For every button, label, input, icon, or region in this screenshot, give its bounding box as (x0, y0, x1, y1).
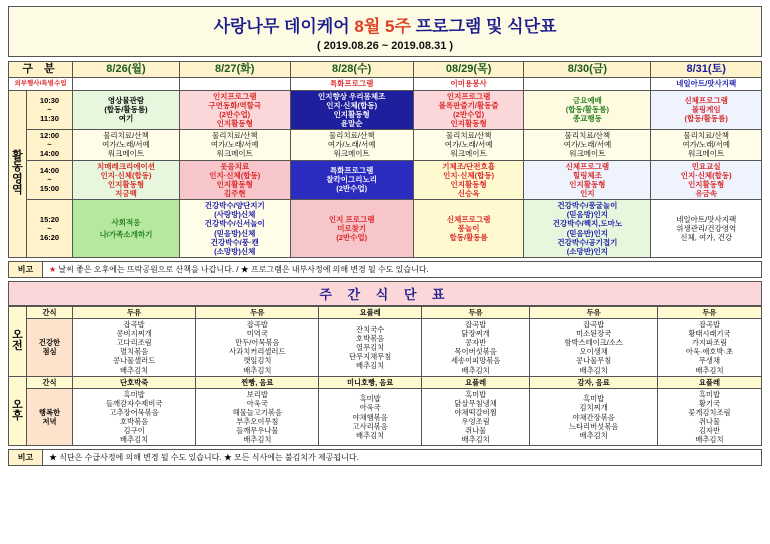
title-prefix: 사랑나무 데이케어 (213, 17, 355, 36)
program-cell-3-4: 건강박수/풍굴놀이 (믿음방)인지 건강박수/짹지,도마노 (믿음반)인지 건강박수/공기접기 (소망반)인지 (524, 200, 651, 258)
meal-section-label-1: 오 후 (9, 376, 27, 446)
title-accent: 8월 5주 (354, 17, 411, 36)
meal-main-1-5: 흑미밥 황기국 꽃게김치조림 쥐나물 김자반 배추김치 (657, 388, 761, 446)
meal-main-0-5: 잡곡밥 황태시래기국 가지파조림 아욱·애호박·초 무생채 배추김치 (657, 319, 761, 377)
meal-table-heading: 주 간 식 단 표 (8, 281, 762, 306)
program-cell-1-3: 물리치료/산책 여가/노래/서예 워크메이트 (413, 130, 524, 160)
meal-snack-0-4: 두유 (530, 306, 657, 318)
meal-note-text (43, 450, 761, 465)
meal-snack-1-0: 단호박죽 (73, 376, 196, 388)
meal-body (9, 306, 762, 446)
program-cell-2-0: 치매레크리에이션 인지·신체(합동) 인지활동형 지긍백 (73, 160, 180, 200)
program-note-text: ★ 날씨 좋은 오후에는 뜨락공원으로 산책을 나갑니다. / ★ 프로그램은 내부사정에 의해 변경 될 수도 있습니다. (49, 264, 429, 274)
meal-main-0-0: 잡곡밥 콩비지찌개 고다리조림 멸치볶음 콩나물샐러드 배추김치 (73, 319, 196, 377)
meal-snack-1-4: 감자, 음료 (530, 376, 657, 388)
meal-main-1-4: 흑미밥 김치찌개 야채간장볶음 느타리버섯볶음 배추김치 (530, 388, 657, 446)
program-cell-0-2: 인지향상 우리몸체조 인지·신체(합동) 인지활동형 윤말순 (290, 90, 413, 130)
program-cell-2-2: 특화프로그램 찰칵이그리노리 (2반수업) (290, 160, 413, 200)
program-cell-3-3: 신체프로그램 풍놀이 합동/활동룸 (413, 200, 524, 258)
program-cell-2-4: 신체프로그램 힐링체조 인지활동형 인지 (524, 160, 651, 200)
meal-snack-0-5: 두유 (657, 306, 761, 318)
program-row (9, 160, 762, 200)
meal-snack-1-3: 요플레 (421, 376, 530, 388)
program-time-slot: 10:30 ~ 11:30 (27, 90, 73, 130)
special-cell-1 (179, 78, 290, 90)
program-cell-2-5: 민요교실 인지·신체(합동) 인지활동형 유금속 (651, 160, 762, 200)
header-day-1: 8/27(화) (179, 62, 290, 78)
meal-main-1-0: 흑미밥 들깨감자수제비국 고추장어묵볶음 호박볶음 김구이 배추김치 (73, 388, 196, 446)
program-cell-2-1: 웃음치료 인지·신체(합동) 인지활동형 김주현 (179, 160, 290, 200)
program-time-slot: 14:00 ~ 15:00 (27, 160, 73, 200)
title-box (8, 6, 762, 57)
program-cell-1-2: 물리치료/산책 여가/노래/서예 워크메이트 (290, 130, 413, 160)
special-cell-0 (73, 78, 180, 90)
special-cell-5: 네일아트/맛사지팩 (651, 78, 762, 90)
header-gubun: 구 분 (9, 62, 73, 78)
program-cell-3-2: 인지 프로그램 미로찾기 (2반수업) (290, 200, 413, 258)
meal-note-content: ★ 식단은 수급사정에 의해 변경 될 수도 있습니다. ★ 모든 식사에는 불김치가 제공됩니다. (49, 453, 359, 463)
meal-snack-label-1: 간식 (27, 376, 73, 388)
program-cell-3-1: 건강박수/양단지기 (사랑방)신체 건강박수/신서놀이 (믿음방)신체 건강박수/풍·캔 (소망방)신체 (179, 200, 290, 258)
header-day-5: 8/31(토) (651, 62, 762, 78)
meal-section-label-0: 오 전 (9, 306, 27, 376)
program-cell-2-3: 기체조/단전호흡 인지·신체(합동) 인지활동형 신승옥 (413, 160, 524, 200)
meal-snack-1-1: 찐빵, 음료 (196, 376, 319, 388)
meal-main-row (9, 319, 762, 377)
meal-main-0-2: 잔치국수 호박볶음 열무김치 단무지채무침 배추김치 (319, 319, 421, 377)
title-suffix: 프로그램 및 식단표 (410, 17, 557, 36)
program-header-row (9, 62, 762, 78)
meal-snack-row (9, 306, 762, 318)
page-title (9, 12, 761, 37)
special-cell-4 (524, 78, 651, 90)
program-row (9, 90, 762, 130)
program-cell-1-4: 물리치료/산책 여가/노래/서예 워크메이트 (524, 130, 651, 160)
meal-main-label-0: 건강한 점심 (27, 319, 73, 377)
meal-snack-row (9, 376, 762, 388)
meal-main-0-3: 잡곡밥 닭장찌개 콩자반 목이버섯볶음 세송이피망볶음 배추김치 (421, 319, 530, 377)
meal-note (8, 449, 762, 466)
program-note-label: 비고 (9, 262, 43, 277)
program-cell-0-0: 영상물관람 (합동/활동룸) 여기 (73, 90, 180, 130)
meal-table (8, 306, 762, 447)
special-cell-2: 특화프로그램 (290, 78, 413, 90)
meal-snack-0-1: 두유 (196, 306, 319, 318)
program-cell-1-1: 물리치료/산책 여가/노래/서예 워크메이트 (179, 130, 290, 160)
program-cell-1-0: 물리치료/산책 여가/노래/서예 워크메이트 (73, 130, 180, 160)
header-day-4: 8/30(금) (524, 62, 651, 78)
program-note (8, 261, 762, 278)
program-cell-1-5: 물리치료/산책 여가/노래/서예 워크메이트 (651, 130, 762, 160)
special-cell-3: 이미용봉사 (413, 78, 524, 90)
meal-main-1-3: 흑미밥 닭살무침냉채 야채떡갈비찜 우엉조림 쥐나물 배추김치 (421, 388, 530, 446)
special-row-label: 외부행사/특별수업 (9, 78, 73, 90)
meal-main-1-1: 보리밥 아욱국 해물늘고기볶음 부추오이무침 들깨무우나물 배추김치 (196, 388, 319, 446)
program-cell-0-1: 인지프로그램 구연동화/역할극 (2반수업) 인지활동형 (179, 90, 290, 130)
meal-main-0-1: 잡곡밥 미역국 만두/어묵볶음 사과치커리샐러드 깻잎김치 배추김치 (196, 319, 319, 377)
meal-main-1-2: 흑미밥 아욱국 야채햄볶음 고사리볶음 배추김치 (319, 388, 421, 446)
program-table (8, 61, 762, 258)
header-day-3: 08/29(목) (413, 62, 524, 78)
program-cell-0-5: 신체프로그램 볼링게임 (합동/활동룸) (651, 90, 762, 130)
program-cell-3-5: 네일아트/맛사지팩 위생관리/건강영역 신체, 여가, 건강 (651, 200, 762, 258)
program-cell-3-0: 사회적응 나/가족소개하기 (73, 200, 180, 258)
meal-snack-0-2: 요플레 (319, 306, 421, 318)
program-row (9, 200, 762, 258)
meal-snack-1-2: 미니호빵, 음료 (319, 376, 421, 388)
special-activity-row (9, 78, 762, 90)
meal-main-0-4: 잡곡밥 미소된장국 함박스테이크/소스 오이생채 콩나물무침 배추김치 (530, 319, 657, 377)
meal-snack-0-0: 두유 (73, 306, 196, 318)
program-note-content: 날씨 좋은 오후에는 뜨락공원으로 산책을 나갑니다. / ★ 프로그램은 내부사정에 의해 변경 될 수도 있습니다. (58, 264, 429, 274)
meal-main-label-1: 행복한 저녁 (27, 388, 73, 446)
program-time-slot: 12:00 ~ 14:00 (27, 130, 73, 160)
meal-note-label: 비고 (9, 450, 43, 465)
program-body (9, 90, 762, 257)
program-cell-0-3: 인지프로그램 볼록판즐기/활동즐 (2반수업) 인지활동형 (413, 90, 524, 130)
meal-snack-0-3: 두유 (421, 306, 530, 318)
program-section-label: 활 동 영 역 (9, 90, 27, 257)
meal-main-row (9, 388, 762, 446)
program-row (9, 130, 762, 160)
header-day-0: 8/26(월) (73, 62, 180, 78)
meal-snack-1-5: 요플레 (657, 376, 761, 388)
program-cell-0-4: 금요예배 (합동/활동룸) 종교행동 (524, 90, 651, 130)
meal-snack-label-0: 간식 (27, 306, 73, 318)
title-period: ( 2019.08.26 ~ 2019.08.31 ) (316, 40, 454, 52)
program-time-slot: 15:20 ~ 16:20 (27, 200, 73, 258)
header-day-2: 8/28(수) (290, 62, 413, 78)
